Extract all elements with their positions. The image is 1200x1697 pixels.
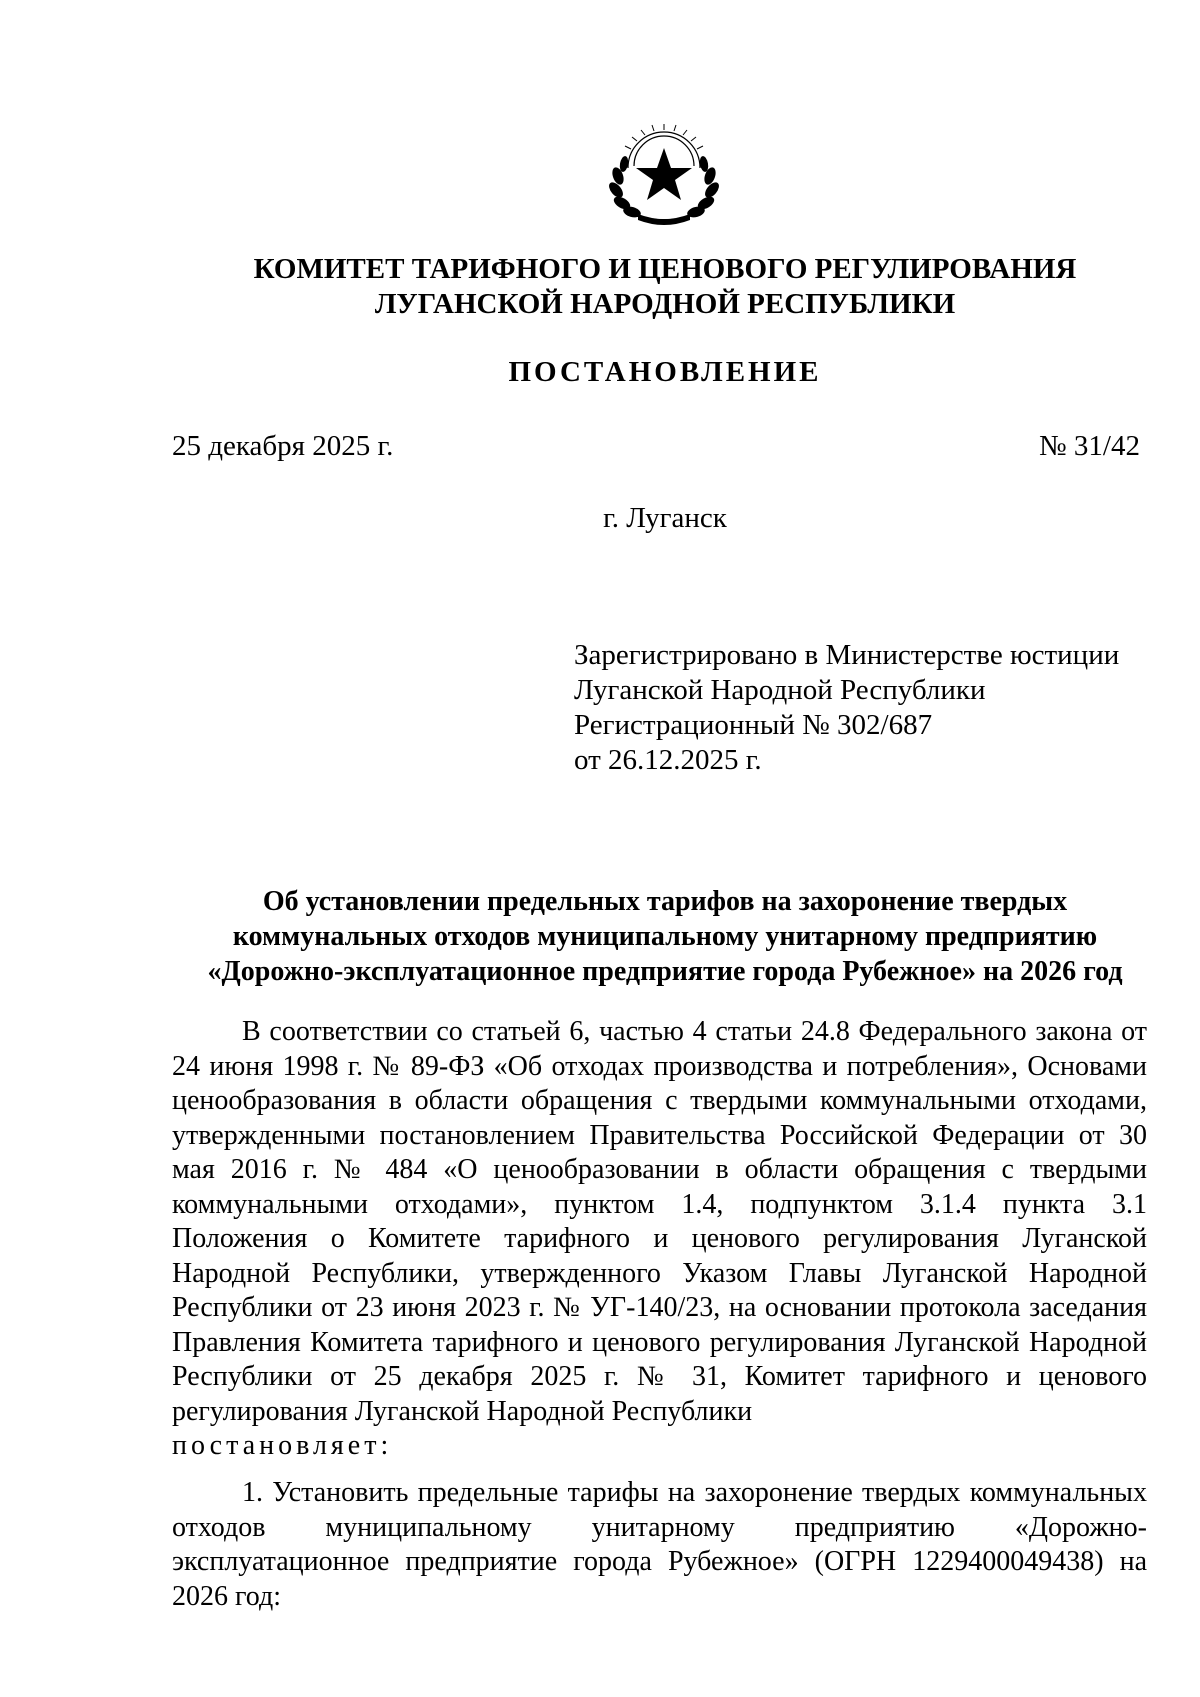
registration-line-2: Луганской Народной Республики xyxy=(574,674,986,706)
registration-block xyxy=(574,638,1119,778)
document-number: № 31/42 xyxy=(1039,430,1140,462)
registration-line-1: Зарегистрировано в Министерстве юстиции xyxy=(574,639,1120,671)
document-type: ПОСТАНОВЛЕНИЕ xyxy=(508,356,822,388)
registration-line-3: Регистрационный № 302/687 xyxy=(574,709,933,741)
clause-1-paragraph: 1. Установить предельные тарифы на захоронение твердых коммунальных отходов муниципальному унитарному предприятию «Дорожно-эксплуатационное предприятие города Рубежное» (ОГРН 1229400049438) на 2026 год: xyxy=(172,1477,1147,1612)
authority-line-2: ЛУГАНСКОЙ НАРОДНОЙ РЕСПУБЛИКИ xyxy=(374,288,956,320)
coat-of-arms-icon xyxy=(604,120,724,228)
decree-word: постановляет: xyxy=(172,1430,393,1461)
preamble-paragraph xyxy=(172,1015,1147,1464)
document-city: г. Луганск xyxy=(603,502,727,534)
document-title xyxy=(140,884,1190,989)
authority-line-1: КОМИТЕТ ТАРИФНОГО И ЦЕНОВОГО РЕГУЛИРОВАНИЯ xyxy=(253,253,1077,285)
registration-line-4: от 26.12.2025 г. xyxy=(574,744,762,776)
preamble-text: В соответствии со статьей 6, частью 4 статьи 24.8 Федерального закона от 24 июня 1998 г. № 89-ФЗ «Об отходах производства и потребления», Основами ценообразования в области обращения с твердыми коммунальными отходами, утвержденными постановлением Правительства Российской Федерации от 30 мая 2016 г. № 484 «О ценообразовании в области обращения с твердыми коммунальными отходами», пунктом 1.4, подпунктом 3.1.4 пункта 3.1 Положения о Комитете тарифного и ценового регулирования Луганской Народной Республики, утвержденного Указом Главы Луганской Народной Республики от 23 июня 2023 г. № УГ-140/23, на основании протокола заседания Правления Комитета тарифного и ценового регулирования Луганской Народной Республики от 25 декабря 2025 г. № 31, Комитет тарифного и ценового регулирования Луганской Народной Республики xyxy=(172,1016,1147,1427)
title-line-1: Об установлении предельных тарифов на захоронение твердых xyxy=(262,886,1068,917)
title-line-3: «Дорожно-эксплуатационное предприятие города Рубежное» на 2026 год xyxy=(207,956,1123,987)
authority-name xyxy=(160,252,1170,322)
document-date: 25 декабря 2025 г. xyxy=(172,430,394,462)
title-line-2: коммунальных отходов муниципальному унитарному предприятию xyxy=(232,921,1098,952)
